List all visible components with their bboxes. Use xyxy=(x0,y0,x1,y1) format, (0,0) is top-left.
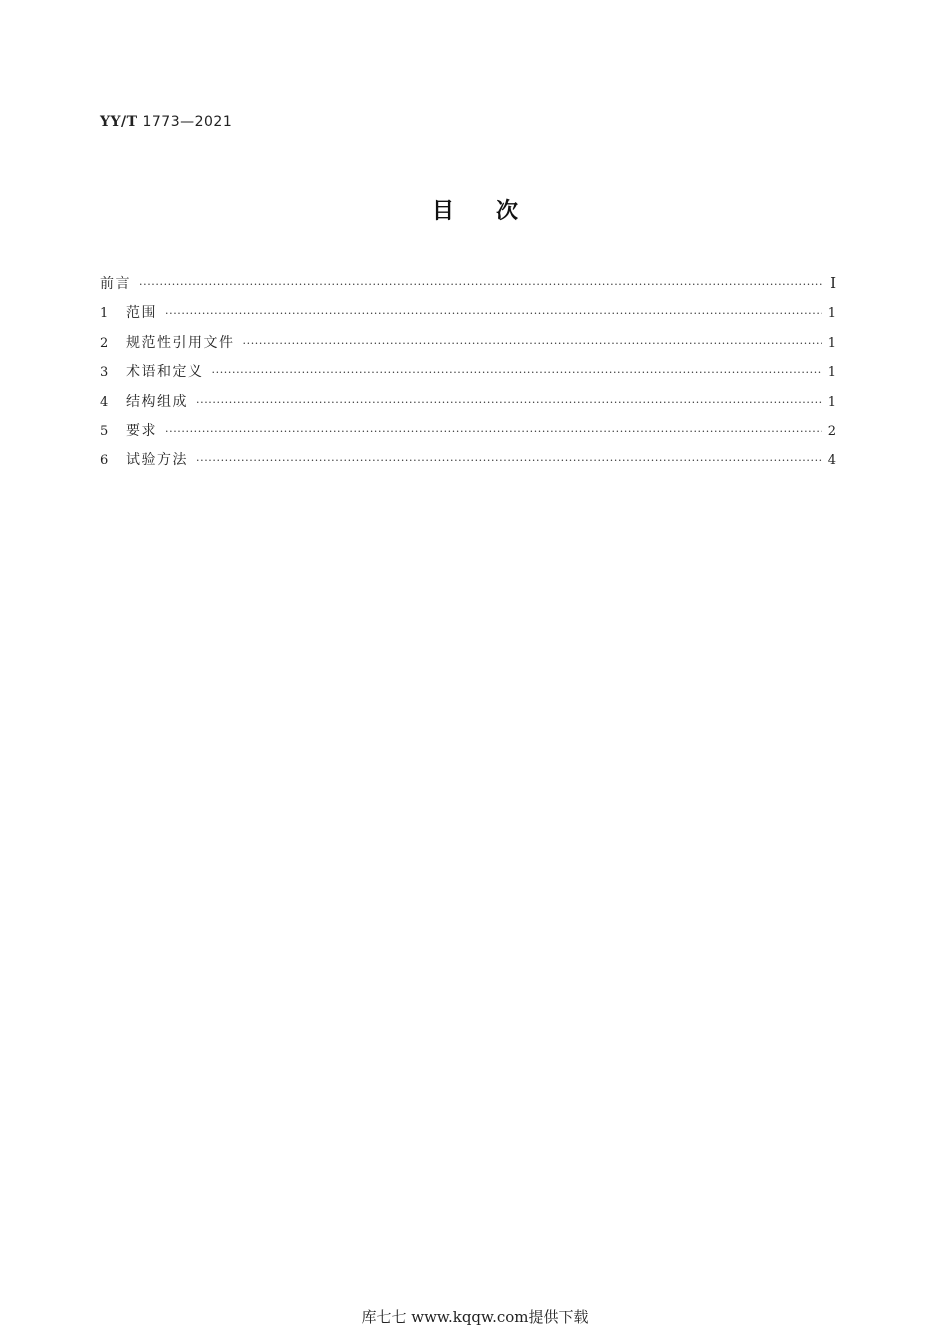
toc-entry-number: 1 xyxy=(100,306,109,322)
toc-entry-label: 范围 xyxy=(126,305,157,322)
toc-title-char-2: 次 xyxy=(496,199,519,224)
toc-entry-label: 试验方法 xyxy=(126,452,188,469)
toc-dot-leader xyxy=(243,337,822,350)
toc-entry-page: Ⅰ xyxy=(830,274,836,292)
toc-dot-leader xyxy=(196,396,822,409)
toc-title-char-1: 目 xyxy=(431,199,454,224)
toc-dot-leader xyxy=(196,454,822,467)
standard-year-number: 1773—2021 xyxy=(142,114,233,130)
toc-entry-label: 前言 xyxy=(100,276,131,292)
toc-entry-label: 术语和定义 xyxy=(126,364,204,381)
toc-entry-number: 4 xyxy=(100,394,109,410)
toc-dot-leader xyxy=(139,278,822,291)
toc-list xyxy=(100,273,836,479)
toc-entry-page: 1 xyxy=(827,306,836,322)
standard-number xyxy=(100,114,232,130)
toc-entry-label: 要求 xyxy=(126,422,157,439)
toc-entry-structure[interactable] xyxy=(100,391,836,420)
toc-entry-label: 结构组成 xyxy=(126,393,188,410)
toc-entry-number: 5 xyxy=(100,423,109,439)
toc-entry-preface[interactable] xyxy=(100,273,836,302)
toc-entry-normative-references[interactable] xyxy=(100,332,836,361)
toc-entry-page: 1 xyxy=(827,335,836,351)
toc-entry-page: 2 xyxy=(827,423,836,439)
toc-entry-requirements[interactable] xyxy=(100,420,836,449)
toc-entry-number: 6 xyxy=(100,453,109,469)
footer-download-note: 库七七 www.kqqw.com提供下载 xyxy=(361,1308,589,1326)
toc-entry-page: 4 xyxy=(827,453,836,469)
toc-title xyxy=(0,194,950,225)
standard-code: YY/T xyxy=(100,114,138,130)
toc-dot-leader xyxy=(212,366,822,379)
toc-entry-number: 2 xyxy=(100,335,109,351)
toc-entry-number: 3 xyxy=(100,365,109,381)
toc-entry-page: 1 xyxy=(827,394,836,410)
toc-entry-page: 1 xyxy=(827,365,836,381)
toc-entry-test-methods[interactable] xyxy=(100,449,836,478)
toc-entry-label: 规范性引用文件 xyxy=(126,334,235,351)
toc-dot-leader xyxy=(165,425,822,438)
toc-entry-scope[interactable] xyxy=(100,302,836,331)
toc-entry-terms-definitions[interactable] xyxy=(100,361,836,390)
toc-dot-leader xyxy=(165,307,822,320)
